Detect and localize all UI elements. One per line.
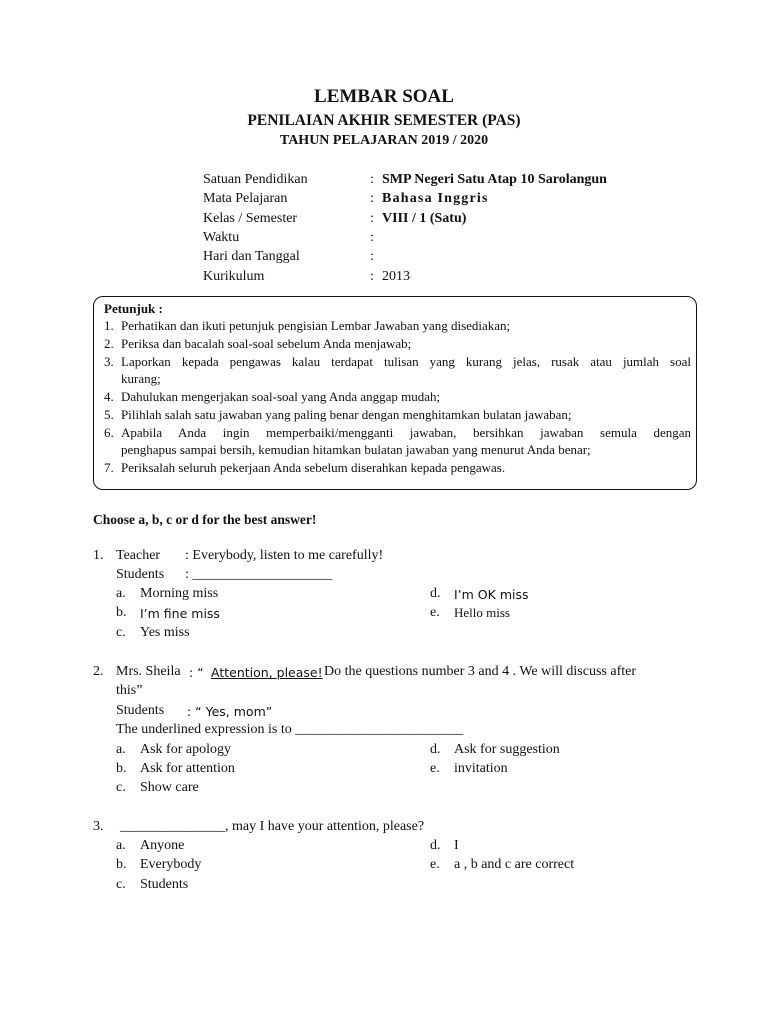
option-text[interactable]: Morning miss: [140, 586, 219, 601]
option-letter[interactable]: c.: [116, 877, 126, 892]
underlined-expression: Attention, please!: [211, 665, 323, 680]
info-row: [0, 249, 768, 269]
exam-name: PENILAIAN AKHIR SEMESTER (PAS): [247, 112, 521, 129]
option-text[interactable]: I’m fine miss: [140, 606, 220, 621]
instruction-number: 7.: [104, 460, 114, 475]
instruction-number: 1.: [104, 318, 114, 333]
info-label: Waktu: [203, 230, 240, 245]
option-text[interactable]: Students: [140, 877, 189, 892]
info-colon: :: [370, 269, 374, 284]
question-number: 3.: [93, 819, 104, 834]
instructions-title: Petunjuk :: [104, 301, 163, 316]
option-text[interactable]: Show care: [140, 780, 199, 795]
instruction-text: Laporkan kepada pengawas kalau terdapat tulisan yang kurang jelas, rusak atau jumlah soal: [121, 354, 691, 369]
instruction-number: 3.: [104, 354, 114, 369]
info-colon: :: [370, 230, 374, 245]
option-letter[interactable]: c.: [116, 625, 126, 640]
option-text[interactable]: a , b and c are correct: [454, 857, 575, 872]
instruction-text: Pilihlah salah satu jawaban yang paling benar dengan menghitamkan bulatan jawaban;: [121, 407, 572, 422]
info-value: 2013: [382, 269, 410, 284]
dialogue-line-cont: this”: [116, 683, 143, 698]
option-letter[interactable]: c.: [116, 780, 126, 795]
option-letter[interactable]: a.: [116, 742, 126, 757]
instruction-text-cont: penghapus sampai bersih, kemudian hitamkan bulatan jawaban yang menurut Anda benar;: [121, 442, 591, 457]
instruction-text-cont: kurang;: [121, 371, 161, 386]
option-letter[interactable]: d.: [430, 838, 441, 853]
instruction-text: Periksa dan bacalah soal-soal sebelum Anda menjawab;: [121, 336, 412, 351]
speaker: Students: [116, 567, 165, 582]
info-value: Bahasa Inggris: [382, 191, 489, 206]
instruction-number: 6.: [104, 425, 114, 440]
option-letter[interactable]: d.: [430, 586, 441, 601]
academic-year: TAHUN PELAJARAN 2019 / 2020: [279, 133, 489, 148]
instruction-text: Periksalah seluruh pekerjaan Anda sebelum diserahkan kepada pengawas.: [121, 460, 506, 475]
speaker: Students: [116, 703, 165, 718]
option-letter[interactable]: e.: [430, 605, 440, 620]
question-prompt: The underlined expression is to ________________________: [116, 722, 464, 737]
option-text[interactable]: Ask for apology: [140, 742, 231, 757]
option-letter[interactable]: b.: [116, 761, 127, 776]
instruction-number: 2.: [104, 336, 114, 351]
option-letter[interactable]: b.: [116, 605, 127, 620]
option-letter[interactable]: e.: [430, 761, 440, 776]
option-letter[interactable]: d.: [430, 742, 441, 757]
info-row: [0, 211, 768, 231]
option-text[interactable]: Yes miss: [140, 625, 190, 640]
option-text[interactable]: I’m OK miss: [454, 587, 529, 602]
option-text[interactable]: Everybody: [140, 857, 202, 872]
info-colon: :: [370, 211, 374, 226]
reply-line: : “ Yes, mom”: [187, 704, 273, 719]
instruction-text: Dahulukan mengerjakan soal-soal yang Anda anggap mudah;: [121, 389, 441, 404]
dialogue-line: : Everybody, listen to me carefully!: [185, 548, 384, 563]
option-letter[interactable]: a.: [116, 838, 126, 853]
info-value: SMP Negeri Satu Atap 10 Sarolangun: [382, 172, 607, 187]
option-text[interactable]: Ask for attention: [140, 761, 235, 776]
option-text[interactable]: Anyone: [140, 838, 185, 853]
info-row: [0, 269, 768, 289]
info-label: Mata Pelajaran: [203, 191, 288, 206]
info-row: [0, 191, 768, 211]
info-colon: :: [370, 172, 374, 187]
option-text[interactable]: Hello miss: [454, 605, 510, 620]
speaker: Mrs. Sheila: [116, 664, 181, 679]
info-colon: :: [370, 191, 374, 206]
speaker: Teacher: [116, 548, 161, 563]
answer-blank: : ____________________: [185, 567, 333, 582]
instruction-number: 5.: [104, 407, 114, 422]
info-colon: :: [370, 249, 374, 264]
option-text[interactable]: I: [454, 838, 459, 853]
page-title: LEMBAR SOAL: [314, 86, 454, 107]
info-label: Kelas / Semester: [203, 211, 298, 226]
option-letter[interactable]: b.: [116, 857, 127, 872]
info-label: Kurikulum: [203, 269, 265, 284]
info-row: [0, 230, 768, 250]
instruction-number: 4.: [104, 389, 114, 404]
info-label: Satuan Pendidikan: [203, 172, 308, 187]
dialogue-line: Do the questions number 3 and 4 . We will discuss after: [324, 664, 637, 679]
question-text: _______________, may I have your attention, please?: [120, 819, 425, 834]
dialogue-open: : “: [189, 665, 204, 680]
instruction-text: Apabila Anda ingin memperbaiki/mengganti jawaban, bersihkan jawaban semula dengan: [121, 425, 691, 440]
option-letter[interactable]: e.: [430, 857, 440, 872]
option-text[interactable]: Ask for suggestion: [454, 742, 560, 757]
option-text[interactable]: invitation: [454, 761, 508, 776]
directive: Choose a, b, c or d for the best answer!: [93, 512, 317, 527]
instruction-text: Perhatikan dan ikuti petunjuk pengisian Lembar Jawaban yang disediakan;: [121, 318, 511, 333]
option-letter[interactable]: a.: [116, 586, 126, 601]
question-number: 2.: [93, 664, 104, 679]
info-label: Hari dan Tanggal: [203, 249, 300, 264]
info-value: VIII / 1 (Satu): [382, 211, 467, 226]
question-number: 1.: [93, 548, 104, 563]
info-row: [0, 172, 768, 192]
